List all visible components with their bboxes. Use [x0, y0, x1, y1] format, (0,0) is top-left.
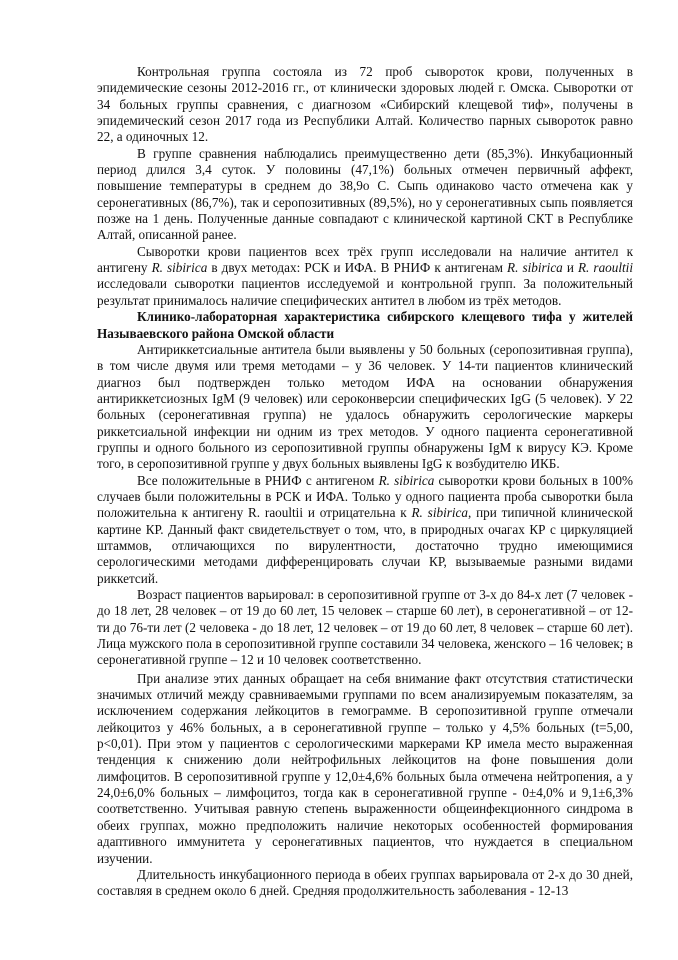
body-paragraph — [97, 146, 633, 244]
body-paragraph — [97, 473, 633, 587]
text-run: сыворотки крови больных в 100% случаев были положительны в РСК и ИФА. Только у одного пациента проба сыворотки была положительна к антигену R. raoultii и отрицательна к — [97, 472, 633, 521]
document-page — [97, 64, 633, 900]
text-run: исследовали сыворотки пациентов исследуемой и контрольной групп. За положительный результат принималось наличие специфических антител в любом из трёх методов. — [97, 276, 633, 308]
species-name: R. sibirica — [411, 505, 468, 521]
text-run: и — [562, 260, 578, 276]
text-run: Антириккетсиальные антитела были выявлены у 50 больных (серопозитивная группа), в том числе двумя или тремя методами – у 36 человек. У 14-ти пациентов клинический диагноз был подтвержден только методом ИФА на основании обнаружения антириккетсиозных IgM (9 человек) или сероконверсии специфических IgG (5 человек). У 22 больных (серонегативная группа) не удалось обнаружить серологические маркеры риккетсиальной инфекции ни одним из трех методов. У одного пациента серонегативной группы и одного больного из серопозитивной группы обнаружены IgM к вирусу КЭ. Кроме того, в серопозитивной группе у двух больных выявлены IgG к возбудителю ИКБ. — [97, 341, 633, 472]
species-name: R. raoultii — [578, 260, 634, 276]
text-run: Контрольная группа состояла из 72 проб сывороток крови, полученных в эпидемические сезоны 2012-2016 гг., от клинически здоровых людей г. Омска. Сыворотки от 34 больных группы сравнения, с диагнозом «Сибирский клещевой тиф», получены в эпидемический сезон 2017 года из Республики Алтай. Количество парных сывороток равно 22, а одиночных 12. — [97, 64, 633, 145]
section-heading — [97, 309, 633, 342]
body-paragraph — [97, 671, 633, 867]
species-name: R. sibirica — [378, 472, 435, 488]
species-name: R. sibirica — [507, 260, 563, 276]
text-run: Клинико-лабораторная характеристика сибирского клещевого тифа у жителей Называевского района Омской области — [97, 309, 633, 341]
body-paragraph — [97, 587, 633, 669]
text-run: В группе сравнения наблюдались преимущественно дети (85,3%). Инкубационный период длился 3,4 суток. У половины (47,1%) больных отмечен первичный аффект, повышение температуры в среднем до 38,9о С. Сыпь одинаково часто отмечена как у серонегативных (86,7%), так и серопозитивных (89,5%), но у серонегативных сыпь появляется позже на 1 день. Полученные данные совпадают с клинической картиной СКТ в Республике Алтай, описанной ранее. — [97, 145, 633, 243]
body-paragraph — [97, 244, 633, 309]
text-run: Все положительные в РНИФ с антигеном — [137, 472, 379, 488]
body-paragraph — [97, 867, 633, 900]
species-name: R. sibirica — [151, 260, 208, 276]
text-run: Возраст пациентов варьировал: в серопозитивной группе от 3-х до 84-х лет (7 человек - до 18 лет, 28 человек – от 19 до 60 лет, 15 человек – старше 60 лет), в серонегативной – от 12-ти до 76-ти лет (2 человека - до 18 лет, 12 человек – от 19 до 60 лет, 8 человек – старше 60 лет). Лица мужского пола в серопозитивной группе составили 34 человека, женского – 16 человек; в серонегативной группе – 12 и 10 человек соответственно. — [97, 587, 633, 668]
body-paragraph — [97, 342, 633, 473]
text-run: Сыворотки крови пациентов всех трёх групп исследовали на наличие антител к антигену — [97, 243, 633, 276]
text-run: , при типичной клинической картине КР. Данный факт свидетельствует о том, что, в природных очагах КР с циркуляцией штаммов, отличающихся по вирулентности, достаточно трудно имеющимися серологическими методами дифференцировать случаи КР, вызываемые разными видами риккетсий. — [97, 505, 633, 586]
text-run: в двух методах: РСК и ИФА. В РНИФ к антигенам — [207, 260, 508, 276]
text-run: Длительность инкубационного периода в обеих группах варьировала от 2-х до 30 дней, составляя в среднем около 6 дней. Средняя продолжительность заболевания - 12-13 — [97, 866, 633, 899]
text-run: При анализе этих данных обращает на себя внимание факт отсутствия статистически значимых отличий между сравниваемыми группами по всем анализируемым показателям, за исключением содержания лейкоцитов в гемограмме. В серопозитивной группе отмечали лейкоцитоз у 46% больных, а в серонегативной группе – только у 4,5% больных (t=5,00, p<0,01). При этом у пациентов с серологическими маркерами КР имела место выраженная тенденция к снижению доли нейтрофильных лейкоцитов на фоне повышения доли лимфоцитов. В серопозитивной группе у 12,0±4,6% больных была отмечена нейтропения, а у 24,0±6,0% больных – лимфоцитоз, тогда как в серонегативной группе - 0±4,0% и 9,1±6,3% соответственно. Учитывая равную степень выраженности общеинфекционного синдрома в обеих группах, можно предположить наличие некоторых особенностей формирования адаптивного иммунитета у серонегативных пациентов, что нуждается в специальном изучении. — [97, 670, 633, 866]
body-paragraph — [97, 64, 633, 146]
